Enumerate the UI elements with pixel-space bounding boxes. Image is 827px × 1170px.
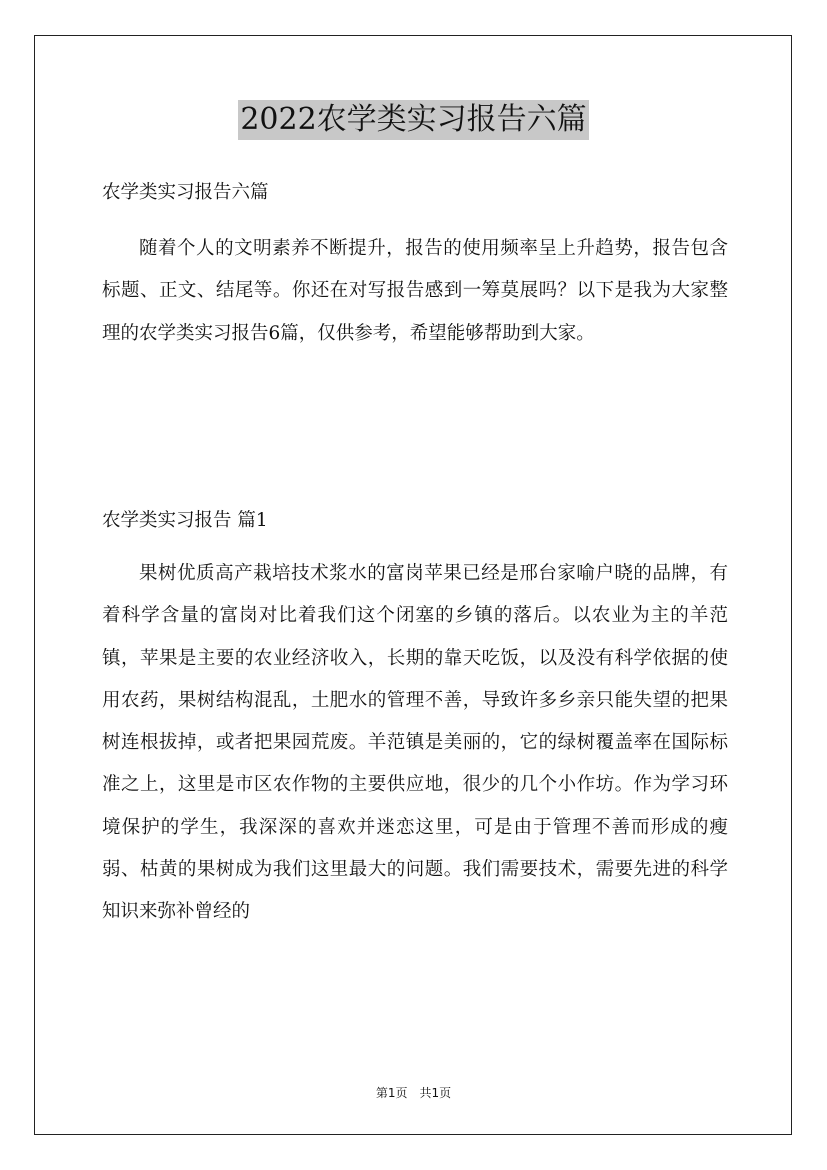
section1-paragraph: 果树优质高产栽培技术浆水的富岗苹果已经是邢台家喻户晓的品牌，有着科学含量的富岗对比着我们这个闭塞的乡镇的落后。以农业为主的羊范镇，苹果是主要的农业经济收入，长期的靠天吃饭，以及没有科学依据的使用农药，果树结构混乱，土肥水的管理不善，导致许多乡亲只能失望的把果树连根拔掉，或者把果园荒废。羊范镇是美丽的，它的绿树覆盖率在国际标准之上，这里是市区农作物的主要供应地，很少的几个小作坊。作为学习环境保护的学生，我深深的喜欢并迷恋这里，可是由于管理不善而形成的瘦弱、枯黄的果树成为我们这里最大的问题。我们需要技术，需要先进的科学知识来弥补曾经的 <box>102 563 728 923</box>
document-title: 2022农学类实习报告六篇 <box>238 100 588 140</box>
page-footer: 第1页 共1页 <box>375 1086 452 1100</box>
section1-heading: 农学类实习报告 篇1 <box>102 510 268 531</box>
subtitle: 农学类实习报告六篇 <box>102 182 269 203</box>
title-wrap <box>0 100 827 140</box>
intro-paragraph: 随着个人的文明素养不断提升，报告的使用频率呈上升趋势，报告包含标题、正文、结尾等。你还在对写报告感到一筹莫展吗？以下是我为大家整理的农学类实习报告6篇，仅供参考，希望能够帮助到大家。 <box>102 238 728 344</box>
